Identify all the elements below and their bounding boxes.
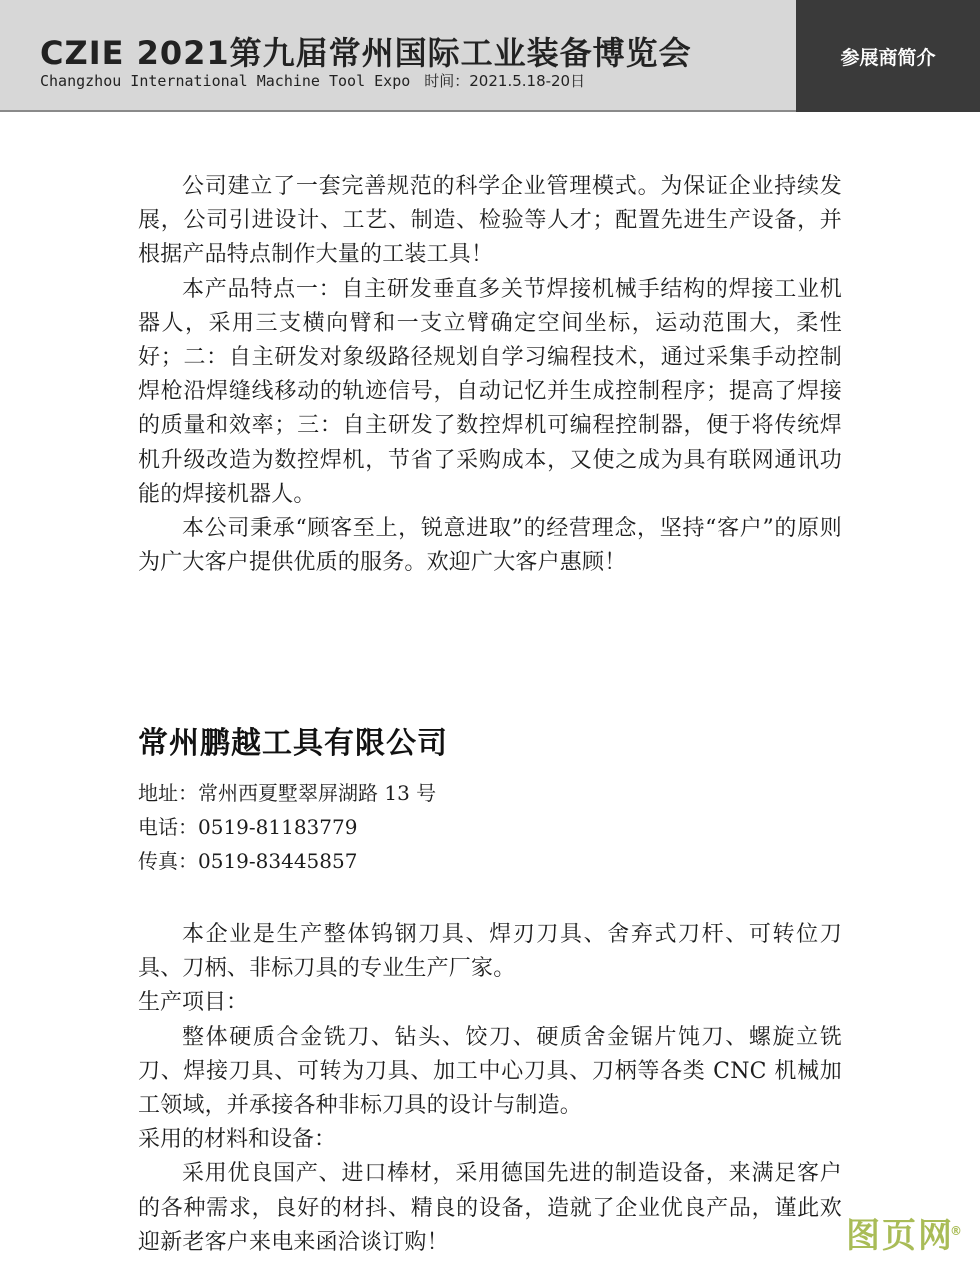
expo-date: 时间：2021.5.18-20日 <box>424 72 586 90</box>
company-address: 地址：常州西夏墅翠屏湖路 13 号 <box>138 781 437 805</box>
company-info <box>138 718 842 878</box>
intro-paragraph: 本公司秉承“顾客至上，锐意进取”的经营理念，坚持“客户”的原则为广大客户提供优质的服务。欢迎广大客户惠顾！ <box>138 516 842 576</box>
company-description <box>138 918 842 1260</box>
description-intro: 本企业是生产整体钨钢刀具、焊刃刀具、舍弃式刀杆、可转位刀具、刀柄、非标刀具的专业生产厂家。 <box>138 922 842 982</box>
materials-label: 采用的材料和设备： <box>138 1127 337 1153</box>
watermark-text: 图页网 <box>846 1216 954 1256</box>
company-name: 常州鹏越工具有限公司 <box>138 726 448 761</box>
intro-section <box>138 170 842 580</box>
products-text: 整体硬质合金铣刀、钻头、饺刀、硬质舍金锯片饨刀、螺旋立铣刀、焊接刀具、可转为刀具、加工中心刀具、刀柄等各类 CNC 机械加工领域，并承接各种非标刀具的设计与制造。 <box>138 1024 842 1119</box>
intro-paragraph: 公司建立了一套完善规范的科学企业管理模式。为保证企业持续发展，公司引进设计、工艺、制造、检验等人才；配置先进生产设备，并根据产品特点制作大量的工装工具！ <box>138 174 842 268</box>
registered-mark: ® <box>950 1223 964 1238</box>
intro-paragraph: 本产品特点一：自主研发垂直多关节焊接机械手结构的焊接工业机器人，采用三支横向臂和一支立臂确定空间坐标，运动范围大，柔性好；二：自主研发对象级路径规划自学习编程技术，通过采集手动控制焊枪沿焊缝线移动的轨迹信号，自动记忆并生成控制程序；提高了焊接的质量和效率；三：自主研发了数控焊机可编程控制器，便于将传统焊机升级改造为数控焊机，节省了采购成本，又使之成为具有联网通讯功能的焊接机器人。 <box>138 276 842 507</box>
materials-text: 采用优良国产、进口棒材，采用德国先进的制造设备，来满足客户的各种需求，良好的材抖、精良的设备，造就了企业优良产品，谨此欢迎新老客户来电来函洽谈订购！ <box>138 1161 842 1255</box>
page-header <box>0 0 980 112</box>
expo-subtitle <box>40 70 585 91</box>
section-tag: 参展商简介 <box>796 0 980 112</box>
expo-title: CZIE 2021第九届常州国际工业装备博览会 <box>40 34 692 72</box>
company-phone: 电话：0519-81183779 <box>138 815 358 839</box>
company-fax: 传真：0519-83445857 <box>138 849 358 873</box>
expo-english-name: Changzhou International Machine Tool Expo <box>40 72 411 90</box>
products-label: 生产项目： <box>138 990 249 1016</box>
watermark-logo <box>846 1208 964 1257</box>
